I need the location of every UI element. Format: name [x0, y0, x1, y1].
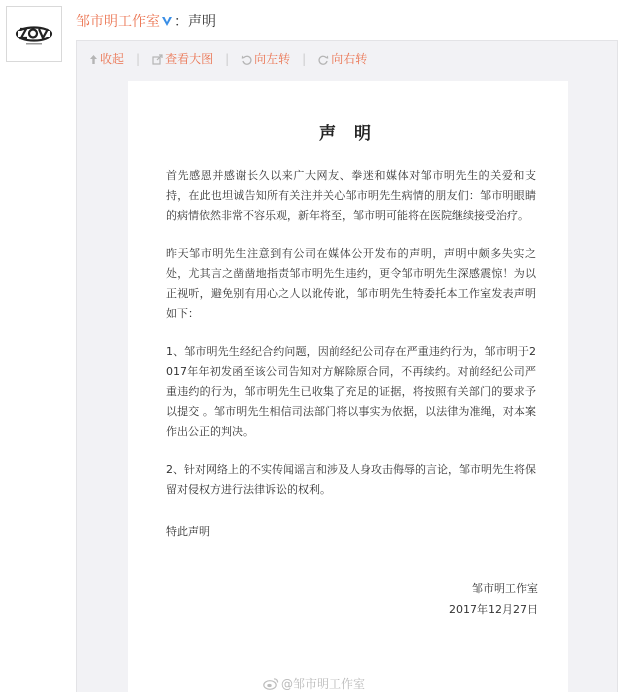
- paragraph-point-2: 2、针对网络上的不实传闻谣言和涉及人身攻击侮辱的言论，邹市明先生将保留对侵权方进行法律诉讼的权利。: [166, 463, 536, 496]
- watermark-text: @邹市明工作室: [281, 677, 366, 691]
- document-title: 声 明: [319, 124, 377, 144]
- rotate-right-label: 向右转: [331, 52, 368, 66]
- paragraph-background: 昨天邹市明先生注意到有公司在媒体公开发布的声明，声明中颇多失实之处，尤其言之凿凿地指责邹市明先生违约，更令邹市明先生深感震惊！为以正视听，避免别有用心之人以讹传讹，邹市明先生特委托本工作室发表声明如下：: [166, 247, 536, 320]
- view-large-label: 查看大图: [165, 52, 214, 66]
- toolbar-divider: |: [225, 52, 230, 66]
- image-viewer-panel: [76, 40, 618, 692]
- signature-date: 2017年12月27日: [449, 603, 538, 616]
- paragraph-point-1: 1、邹市明先生经纪合约问题，因前经纪公司存在严重违约行为，邹市明于2017年年初发函至该公司告知对方解除原合同，不再续约。对前经纪公司严重违约的行为，邹市明先生已收集了充足的证据，将按照有关部门的要求予以提交 。邹市明先生相信司法部门将以事实为依据，以法律为准绳，对本案作出公正的判决。: [166, 345, 536, 438]
- rotate-right-icon: [318, 54, 329, 65]
- signature-block: [449, 578, 538, 620]
- signature-name: 邹市明工作室: [472, 582, 538, 595]
- title-separator: ：: [174, 14, 188, 30]
- toolbar-divider: |: [302, 52, 307, 66]
- document-body: [166, 166, 536, 560]
- rotate-left-button[interactable]: [241, 50, 290, 68]
- closing-line: 特此声明: [166, 525, 210, 538]
- image-toolbar: [89, 50, 367, 68]
- weibo-watermark: [263, 675, 365, 692]
- post-title: 声明: [188, 14, 216, 30]
- post-header: [76, 12, 216, 33]
- weibo-logo-icon: [263, 677, 281, 690]
- avatar[interactable]: [6, 6, 62, 62]
- toolbar-divider: |: [136, 52, 141, 66]
- rotate-left-icon: [241, 54, 252, 65]
- rotate-left-label: 向左转: [254, 52, 291, 66]
- verified-v-icon[interactable]: [161, 13, 173, 33]
- external-link-icon: [152, 54, 163, 65]
- statement-image[interactable]: [128, 81, 568, 693]
- collapse-button[interactable]: [89, 50, 124, 68]
- author-name-link[interactable]: 邹市明工作室: [76, 14, 160, 30]
- paragraph-intro: 首先感恩并感谢长久以来广大网友、拳迷和媒体对邹市明先生的关爱和支持，在此也坦诚告知所有关注并关心邹市明先生病情的朋友们：邹市明眼睛的病情依然非常不容乐观，新年将至，邹市明可能将在医院继续接受治疗。: [166, 169, 536, 222]
- view-large-button[interactable]: [152, 50, 213, 68]
- rotate-right-button[interactable]: [318, 50, 367, 68]
- arrow-up-icon: [89, 54, 98, 65]
- zou-logo-icon: [7, 7, 61, 61]
- collapse-label: 收起: [100, 52, 125, 66]
